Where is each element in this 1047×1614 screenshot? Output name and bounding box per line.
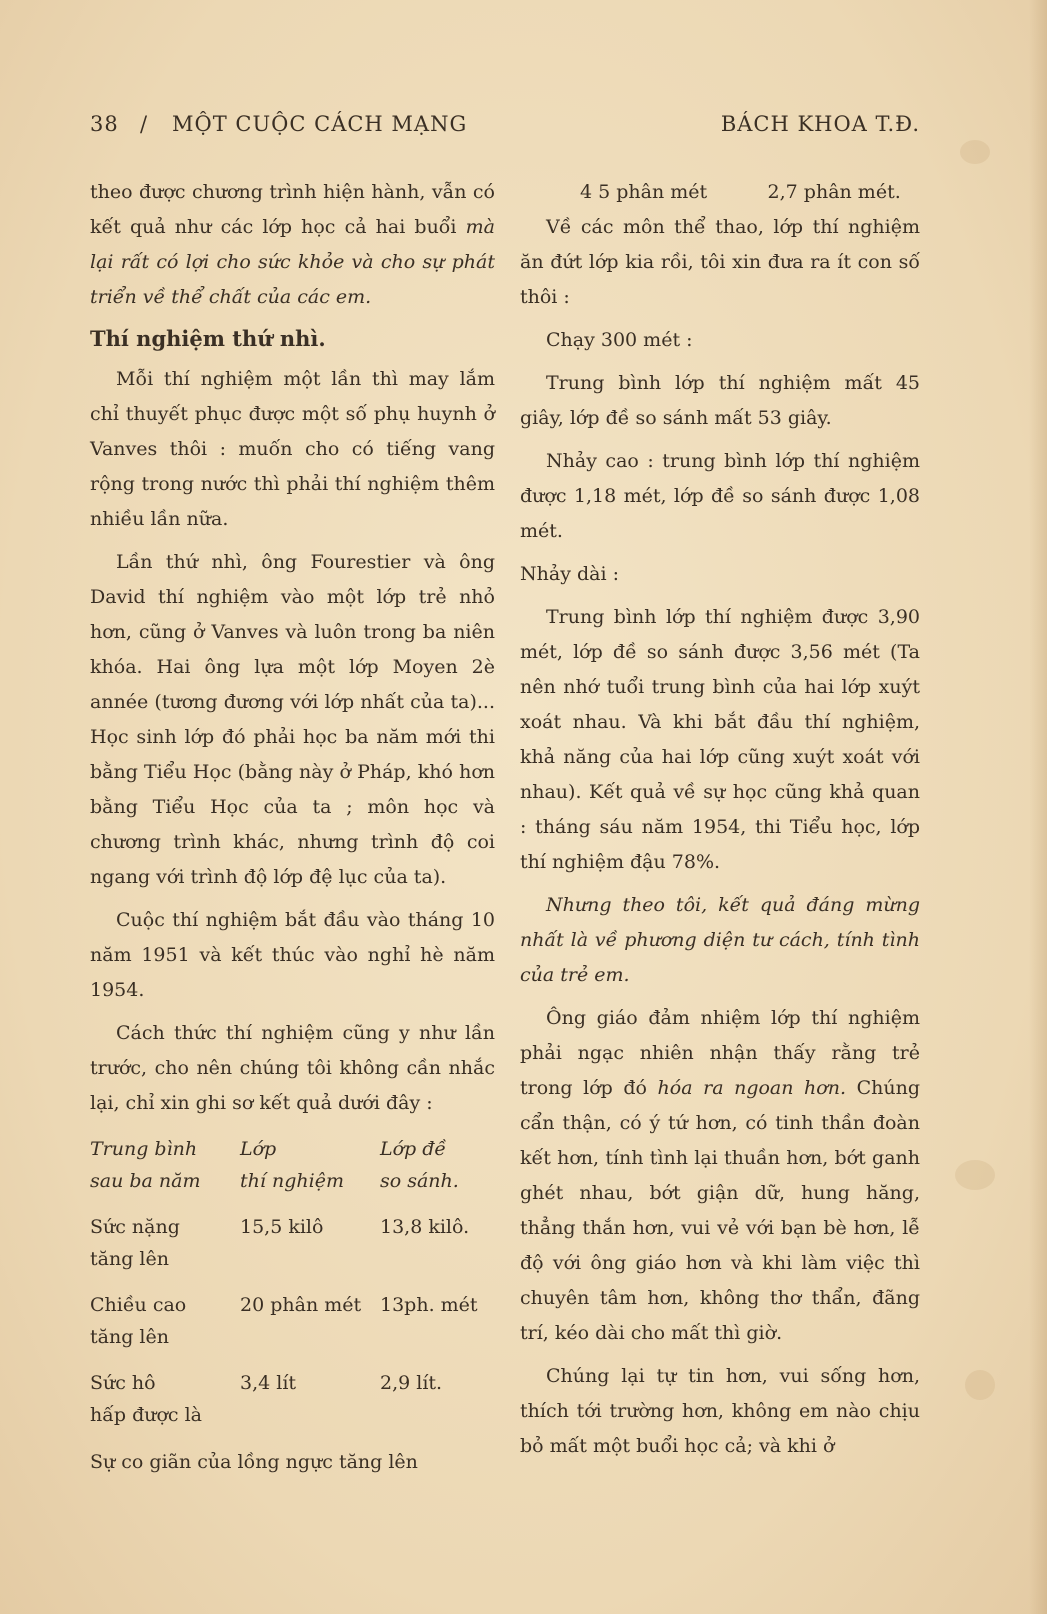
- header-separator: /: [140, 112, 149, 136]
- table-header-cell: [90, 1133, 240, 1211]
- header-text: so sánh.: [380, 1170, 459, 1192]
- left-column: [90, 175, 495, 1480]
- paragraph-italic-text: hóa ra ngoan hơn.: [657, 1077, 847, 1099]
- paragraph-text: theo được chương trình hiện hành, vẫn có kết quả như các lớp học cả hai buổi: [90, 181, 495, 238]
- table-cell: [90, 1367, 240, 1445]
- table-header-cell: [240, 1133, 380, 1211]
- paragraph: [90, 175, 495, 315]
- paragraph: 4 5 phân mét 2,7 phân mét.: [580, 181, 901, 203]
- table-cell: [90, 1211, 240, 1289]
- header-text: sau ba năm: [90, 1170, 201, 1192]
- paper-stain: [965, 1370, 995, 1400]
- page-number: 38: [90, 112, 119, 136]
- header-text: Lớp: [240, 1138, 277, 1160]
- table-cell: 3,4 lít: [240, 1372, 297, 1394]
- table-cell: 20 phân mét: [240, 1294, 362, 1316]
- paragraph-italic-text: mà lại rất có lợi cho sức khỏe và cho sự phát triển về thể chất của các em.: [90, 216, 495, 308]
- table-cell: [90, 1289, 240, 1367]
- row-label: tăng lên: [90, 1326, 169, 1348]
- header-text: thí nghiệm: [240, 1170, 344, 1192]
- row-label: tăng lên: [90, 1248, 169, 1270]
- header-text: Lớp đề: [380, 1138, 447, 1160]
- paper-stain: [960, 140, 990, 164]
- paper-stain: [955, 1160, 995, 1190]
- table-header-cell: [380, 1133, 490, 1211]
- paragraph: Chạy 300 mét :: [546, 329, 693, 351]
- paragraph: Chúng lại tự tin hơn, vui sống hơn, thích tới trường hơn, không em nào chịu bỏ mất một buổi học cả; và khi ở: [520, 1365, 920, 1457]
- row-label: hấp được là: [90, 1404, 203, 1426]
- table-row: [90, 1367, 490, 1445]
- paragraph: Mỗi thí nghiệm một lần thì may lắm chỉ thuyết phục được một số phụ huynh ở Vanves thôi : muốn cho có tiếng vang rộng trong nước thì phải thí nghiệm thêm nhiều lần nữa.: [90, 368, 495, 530]
- results-table: [90, 1133, 490, 1445]
- paragraph-text: Ông giáo đảm nhiệm lớp thí nghiệm phải ngạc nhiên nhận thấy rằng trẻ trong lớp đó: [520, 1007, 920, 1099]
- right-column: [520, 175, 920, 1464]
- table-cell: 13ph. mét: [380, 1294, 478, 1316]
- paragraph: Cuộc thí nghiệm bắt đầu vào tháng 10 năm 1951 và kết thúc vào nghỉ hè năm 1954.: [90, 909, 495, 1001]
- page-header: [90, 112, 920, 148]
- table-cell: 2,9 lít.: [380, 1372, 443, 1394]
- journal-name: BÁCH KHOA T.Đ.: [720, 112, 920, 136]
- paragraph-italic: Nhưng theo tôi, kết quả đáng mừng nhất là về phương diện tư cách, tính tình của trẻ em.: [520, 894, 920, 986]
- paragraph: Về các môn thể thao, lớp thí nghiệm ăn đứt lớp kia rồi, tôi xin đưa ra ít con số thôi :: [520, 216, 920, 308]
- paragraph: Nhảy dài :: [520, 563, 619, 585]
- row-label: Chiều cao: [90, 1294, 187, 1316]
- paragraph: Lần thứ nhì, ông Fourestier và ông David thí nghiệm vào một lớp trẻ nhỏ hơn, cũng ở Vanves và luôn trong ba niên khóa. Hai ông lựa một lớp Moyen 2è année (tương đương với lớp nhất của ta)... Học sinh lớp đó phải học ba năm mới thi bằng Tiểu Học (bằng này ở Pháp, khó hơn bằng Tiểu Học của ta ; môn học và chương trình khác, nhưng trình độ coi ngang với trình độ lớp đệ lục của ta).: [90, 551, 495, 888]
- paragraph: [520, 1001, 920, 1351]
- chapter-title: MỘT CUỘC CÁCH MẠNG: [172, 112, 468, 136]
- table-row: [90, 1211, 490, 1289]
- paragraph: Trung bình lớp thí nghiệm được 3,90 mét, lớp đề so sánh được 3,56 mét (Ta nên nhớ tuổi trung bình của hai lớp xuýt xoát nhau. Và khi bắt đầu thí nghiệm, khả năng của hai lớp cũng xuýt xoát với nhau). Kết quả về sự học cũng khả quan : tháng sáu năm 1954, thi Tiểu học, lớp thí nghiệm đậu 78%.: [520, 606, 920, 873]
- row-label: Sức hô: [90, 1372, 156, 1394]
- header-text: Trung bình: [90, 1138, 198, 1160]
- paragraph: Cách thức thí nghiệm cũng y như lần trước, cho nên chúng tôi không cần nhắc lại, chỉ xin ghi sơ kết quả dưới đây :: [90, 1022, 495, 1114]
- table-row: [90, 1289, 490, 1367]
- paragraph-text: Chúng cẩn thận, có ý tứ hơn, có tinh thần đoàn kết hơn, tính tình lại thuần hơn, bớt ganh ghét nhau, bớt giận dữ, hung hăng, thẳng thắn hơn, vui vẻ với bạn bè hơn, lễ độ với ông giáo hơn và khi làm việc thì chuyên tâm hơn, không thơ thẩn, đãng trí, kéo dài cho mất thì giờ.: [520, 1077, 921, 1344]
- table-cell: 13,8 kilô.: [380, 1216, 470, 1238]
- paragraph: Nhảy cao : trung bình lớp thí nghiệm được 1,18 mét, lớp đề so sánh được 1,08 mét.: [520, 450, 920, 542]
- row-label: Sức nặng: [90, 1216, 180, 1238]
- table-cell: 15,5 kilô: [240, 1216, 324, 1238]
- section-heading: Thí nghiệm thứ nhì.: [90, 326, 326, 351]
- paragraph: Trung bình lớp thí nghiệm mất 45 giây, lớp đề so sánh mất 53 giây.: [520, 372, 920, 429]
- page-edge-shadow: [1029, 0, 1047, 1614]
- paragraph: Sự co giãn của lồng ngực tăng lên: [90, 1451, 418, 1473]
- table-header-row: [90, 1133, 490, 1211]
